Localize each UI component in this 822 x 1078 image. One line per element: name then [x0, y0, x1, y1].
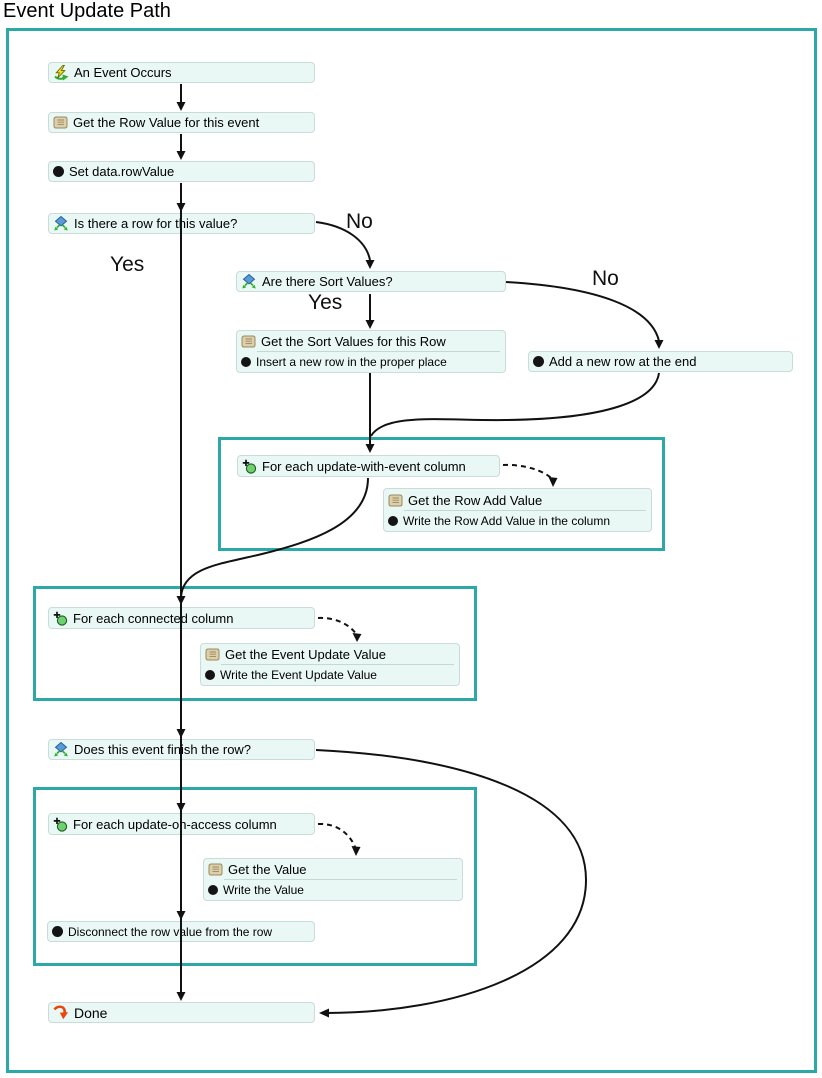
node-row	[388, 511, 647, 530]
node-row	[241, 332, 501, 351]
node-get-sort-values	[236, 330, 506, 373]
node-get-row-add-value	[383, 488, 652, 532]
node-does-event-finish	[48, 739, 315, 760]
script-icon	[208, 863, 223, 876]
action-dot-icon	[52, 926, 63, 937]
node-label: Get the Row Value for this event	[73, 115, 260, 130]
edge-label-no-main: No	[346, 210, 373, 233]
action-dot-icon	[205, 670, 215, 680]
node-an-event-occurs	[48, 62, 315, 83]
node-get-value	[203, 858, 463, 901]
node-label: Done	[74, 1004, 108, 1021]
node-label: Does this event finish the row?	[74, 742, 252, 757]
node-foreach-connected	[48, 607, 315, 629]
node-label: Get the Row Add Value	[408, 492, 543, 508]
node-foreach-update-on-access	[48, 813, 315, 835]
edge-label-no-sort: No	[592, 267, 619, 290]
node-label: Is there a row for this value?	[74, 216, 238, 231]
action-dot-icon	[241, 357, 251, 367]
node-label: Get the Value	[228, 862, 307, 878]
node-set-data-rowvalue	[48, 161, 315, 182]
node-label: Disconnect the row value from the row	[68, 924, 273, 939]
node-label: Add a new row at the end	[549, 354, 697, 369]
return-icon	[53, 1005, 69, 1020]
node-label: For each connected column	[73, 610, 234, 626]
node-label: Get the Sort Values for this Row	[261, 334, 446, 350]
action-dot-icon	[53, 166, 64, 177]
node-label: Set data.rowValue	[69, 164, 175, 179]
node-disconnect-row-value	[47, 921, 315, 942]
edge-label-yes-sort: Yes	[308, 291, 343, 314]
node-row	[205, 645, 455, 664]
node-label: Get the Event Update Value	[225, 647, 386, 663]
node-get-row-value	[48, 112, 315, 133]
node-label: Write the Row Add Value in the column	[403, 513, 610, 528]
node-done	[48, 1002, 315, 1023]
event-icon	[53, 65, 69, 81]
node-foreach-update-with-event	[237, 455, 500, 477]
diagram-title: Event Update Path	[3, 0, 171, 22]
node-label: For each update-with-event column	[262, 458, 466, 474]
script-icon	[205, 648, 220, 661]
edge-label-yes-main: Yes	[110, 253, 145, 276]
decision-icon	[53, 742, 69, 757]
node-label: An Event Occurs	[74, 65, 172, 80]
script-icon	[388, 494, 403, 507]
node-row	[205, 665, 455, 684]
node-row	[208, 860, 458, 879]
script-icon	[53, 116, 68, 129]
action-dot-icon	[208, 885, 218, 895]
action-dot-icon	[533, 356, 544, 367]
node-get-event-update-value	[200, 643, 460, 686]
decision-icon	[53, 216, 69, 231]
decision-icon	[241, 274, 257, 289]
action-dot-icon	[388, 516, 398, 526]
node-row	[388, 490, 647, 510]
node-add-new-row-end	[528, 351, 793, 372]
node-label: Are there Sort Values?	[262, 274, 393, 289]
node-label: For each update-on-access column	[73, 816, 277, 832]
node-label: Write the Event Update Value	[220, 667, 377, 682]
foreach-icon	[53, 611, 68, 626]
foreach-icon	[242, 459, 257, 474]
script-icon	[241, 335, 256, 348]
node-are-there-sort-values	[236, 271, 506, 292]
foreach-icon	[53, 817, 68, 832]
node-label: Insert a new row in the proper place	[256, 354, 447, 369]
node-row	[208, 880, 458, 899]
node-row	[241, 352, 501, 371]
node-is-there-row	[48, 213, 315, 234]
node-label: Write the Value	[223, 882, 304, 897]
